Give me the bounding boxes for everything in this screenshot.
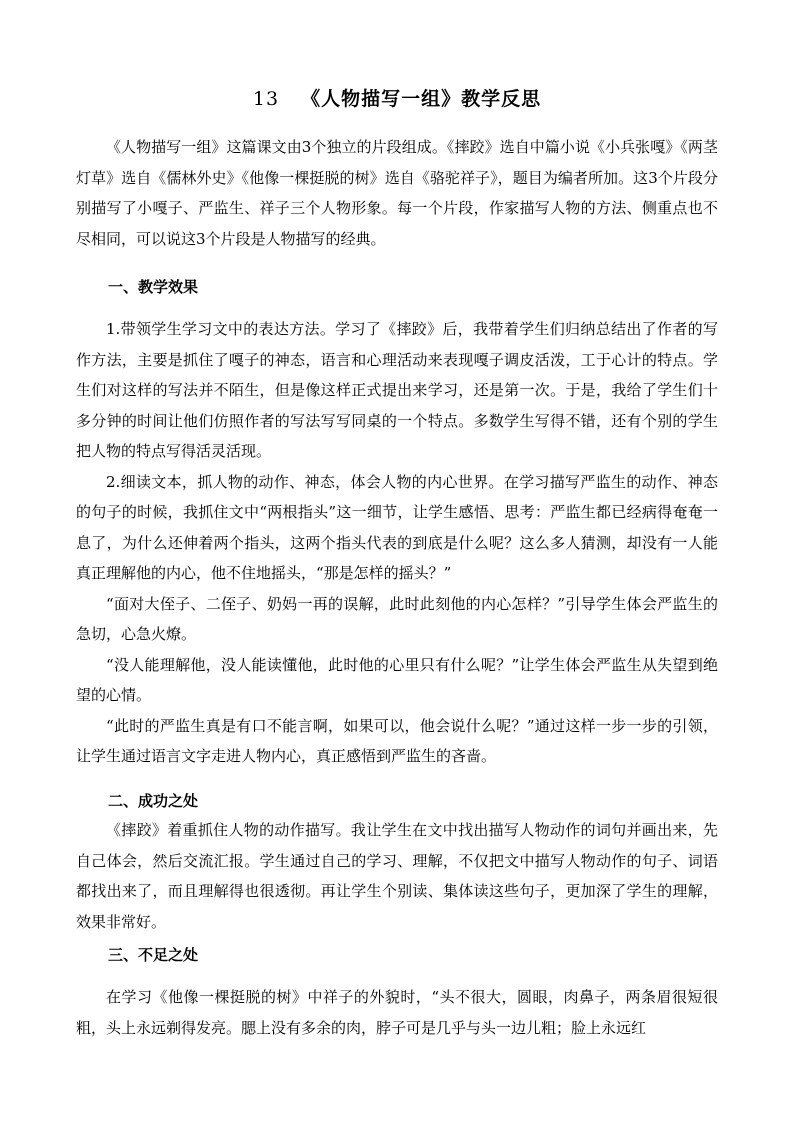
paragraph: 2.细读文本，抓人物的动作、神态，体会人物的内心世界。在学习描写严监生的动作、神态的句子的时候，我抓住文中“两根指头”这一细节，让学生感悟、思考：严监生都已经病得奄奄一息了，为什么还伸着两个指头，这两个指头代表的到底是什么呢？这么多人猜测，却没有一人能真正理解他的内心，他不住地摇头，“那是怎样的摇头？” <box>76 472 718 582</box>
page-title <box>0 84 794 111</box>
section-teaching-effect-body <box>76 314 718 772</box>
section-heading-shortcomings: 三、不足之处 <box>108 946 199 964</box>
lesson-number: 13 <box>252 88 280 110</box>
section-heading-success: 二、成功之处 <box>108 792 199 810</box>
section-heading-teaching-effect: 一、教学效果 <box>108 278 199 296</box>
paragraph: “面对大侄子、二侄子、奶妈一再的误解，此时此刻他的内心怎样？”引导学生体会严监生的急切，心急火燎。 <box>76 594 718 643</box>
intro-paragraph: 《人物描写一组》这篇课文由3个独立的片段组成。《摔跤》选自中篇小说《小兵张嘎》《两茎灯草》选自《儒林外史》《他像一棵挺脱的树》选自《骆驼祥子》，题目为编者所加。这3个片段分别描写了小嘎子、严监生、祥子三个人物形象。每一个片段，作家描写人物的方法、侧重点也不尽相同，可以说这3个片段是人物描写的经典。 <box>76 138 718 248</box>
paragraph: 在学习《他像一棵挺脱的树》中祥子的外貌时，“头不很大，圆眼，肉鼻子，两条眉很短很粗，头上永远剃得发亮。腮上没有多余的肉，脖子可是几乎与头一边儿粗；脸上永远红 <box>76 988 718 1037</box>
title-text: 《人物描写一组》教学反思 <box>301 88 542 110</box>
paragraph: “此时的严监生真是有口不能言啊，如果可以，他会说什么呢？”通过这样一步一步的引领，让学生通过语言文字走进人物内心，真正感悟到严监生的吝啬。 <box>76 716 718 765</box>
paragraph: 1.带领学生学习文中的表达方法。学习了《摔跤》后，我带着学生们归纳总结出了作者的写作方法，主要是抓住了嘎子的神态，语言和心理活动来表现嘎子调皮活泼，工于心计的特点。学生们对这样的写法并不陌生，但是像这样正式提出来学习，还是第一次。于是，我给了学生们十多分钟的时间让他们仿照作者的写法写写同桌的一个特点。多数学生写得不错，还有个别的学生把人物的特点写得活灵活现。 <box>76 320 718 460</box>
intro-block <box>76 132 718 254</box>
section-success-body <box>76 815 718 937</box>
paragraph: 《摔跤》着重抓住人物的动作描写。我让学生在文中找出描写人物动作的词句并画出来，先自己体会，然后交流汇报。学生通过自己的学习、理解，不仅把文中描写人物动作的句子、词语都找出来了，而且理解得也很透彻。再让学生个别读、集体读这些句子，更加深了学生的理解，效果非常好。 <box>76 821 718 931</box>
paragraph: “没人能理解他，没人能读懂他，此时他的心里只有什么呢？”让学生体会严监生从失望到绝望的心情。 <box>76 655 718 704</box>
section-shortcomings-body <box>76 982 718 1043</box>
